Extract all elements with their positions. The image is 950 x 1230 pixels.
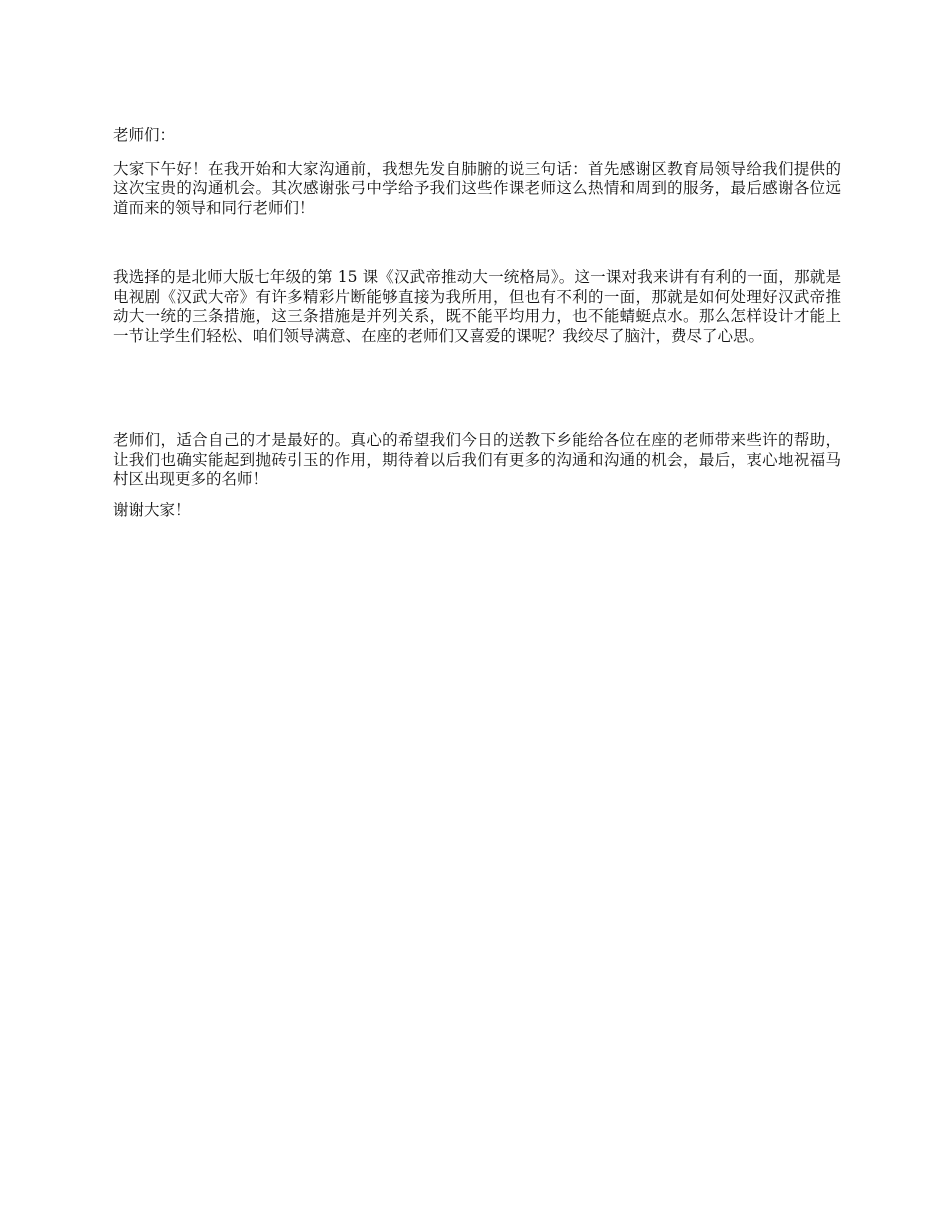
paragraph-lesson-design: 我选择的是北师大版七年级的第 15 课《汉武帝推动大一统格局》。这一课对我来讲有有利的一面，那就是电视剧《汉武大帝》有许多精彩片断能够直接为我所用，但也有不利的一面，那就是如何处理好汉武帝推动大一统的三条措施，这三条措施是并列关系，既不能平均用力，也不能蜻蜓点水。那么怎样设计才能上一节让学生们轻松、咱们领导满意、在座的老师们又喜爱的课呢？我绞尽了脑汁，费尽了心思。 (113, 268, 841, 345)
paragraph-closing-remarks: 老师们，适合自己的才是最好的。真心的希望我们今日的送教下乡能给各位在座的老师带来些许的帮助，让我们也确实能起到抛砖引玉的作用，期待着以后我们有更多的沟通和沟通的机会，最后，衷心地祝福马村区出现更多的名师！ (113, 431, 841, 488)
paragraph-opening-thanks: 大家下午好！在我开始和大家沟通前，我想先发自肺腑的说三句话：首先感谢区教育局领导给我们提供的这次宝贵的沟通机会。其次感谢张弓中学给予我们这些作课老师这么热情和周到的服务，最后感谢各位远道而来的领导和同行老师们！ (113, 159, 841, 217)
salutation: 老师们： (113, 126, 176, 144)
closing-thanks: 谢谢大家！ (113, 500, 191, 519)
document-body (113, 126, 841, 520)
